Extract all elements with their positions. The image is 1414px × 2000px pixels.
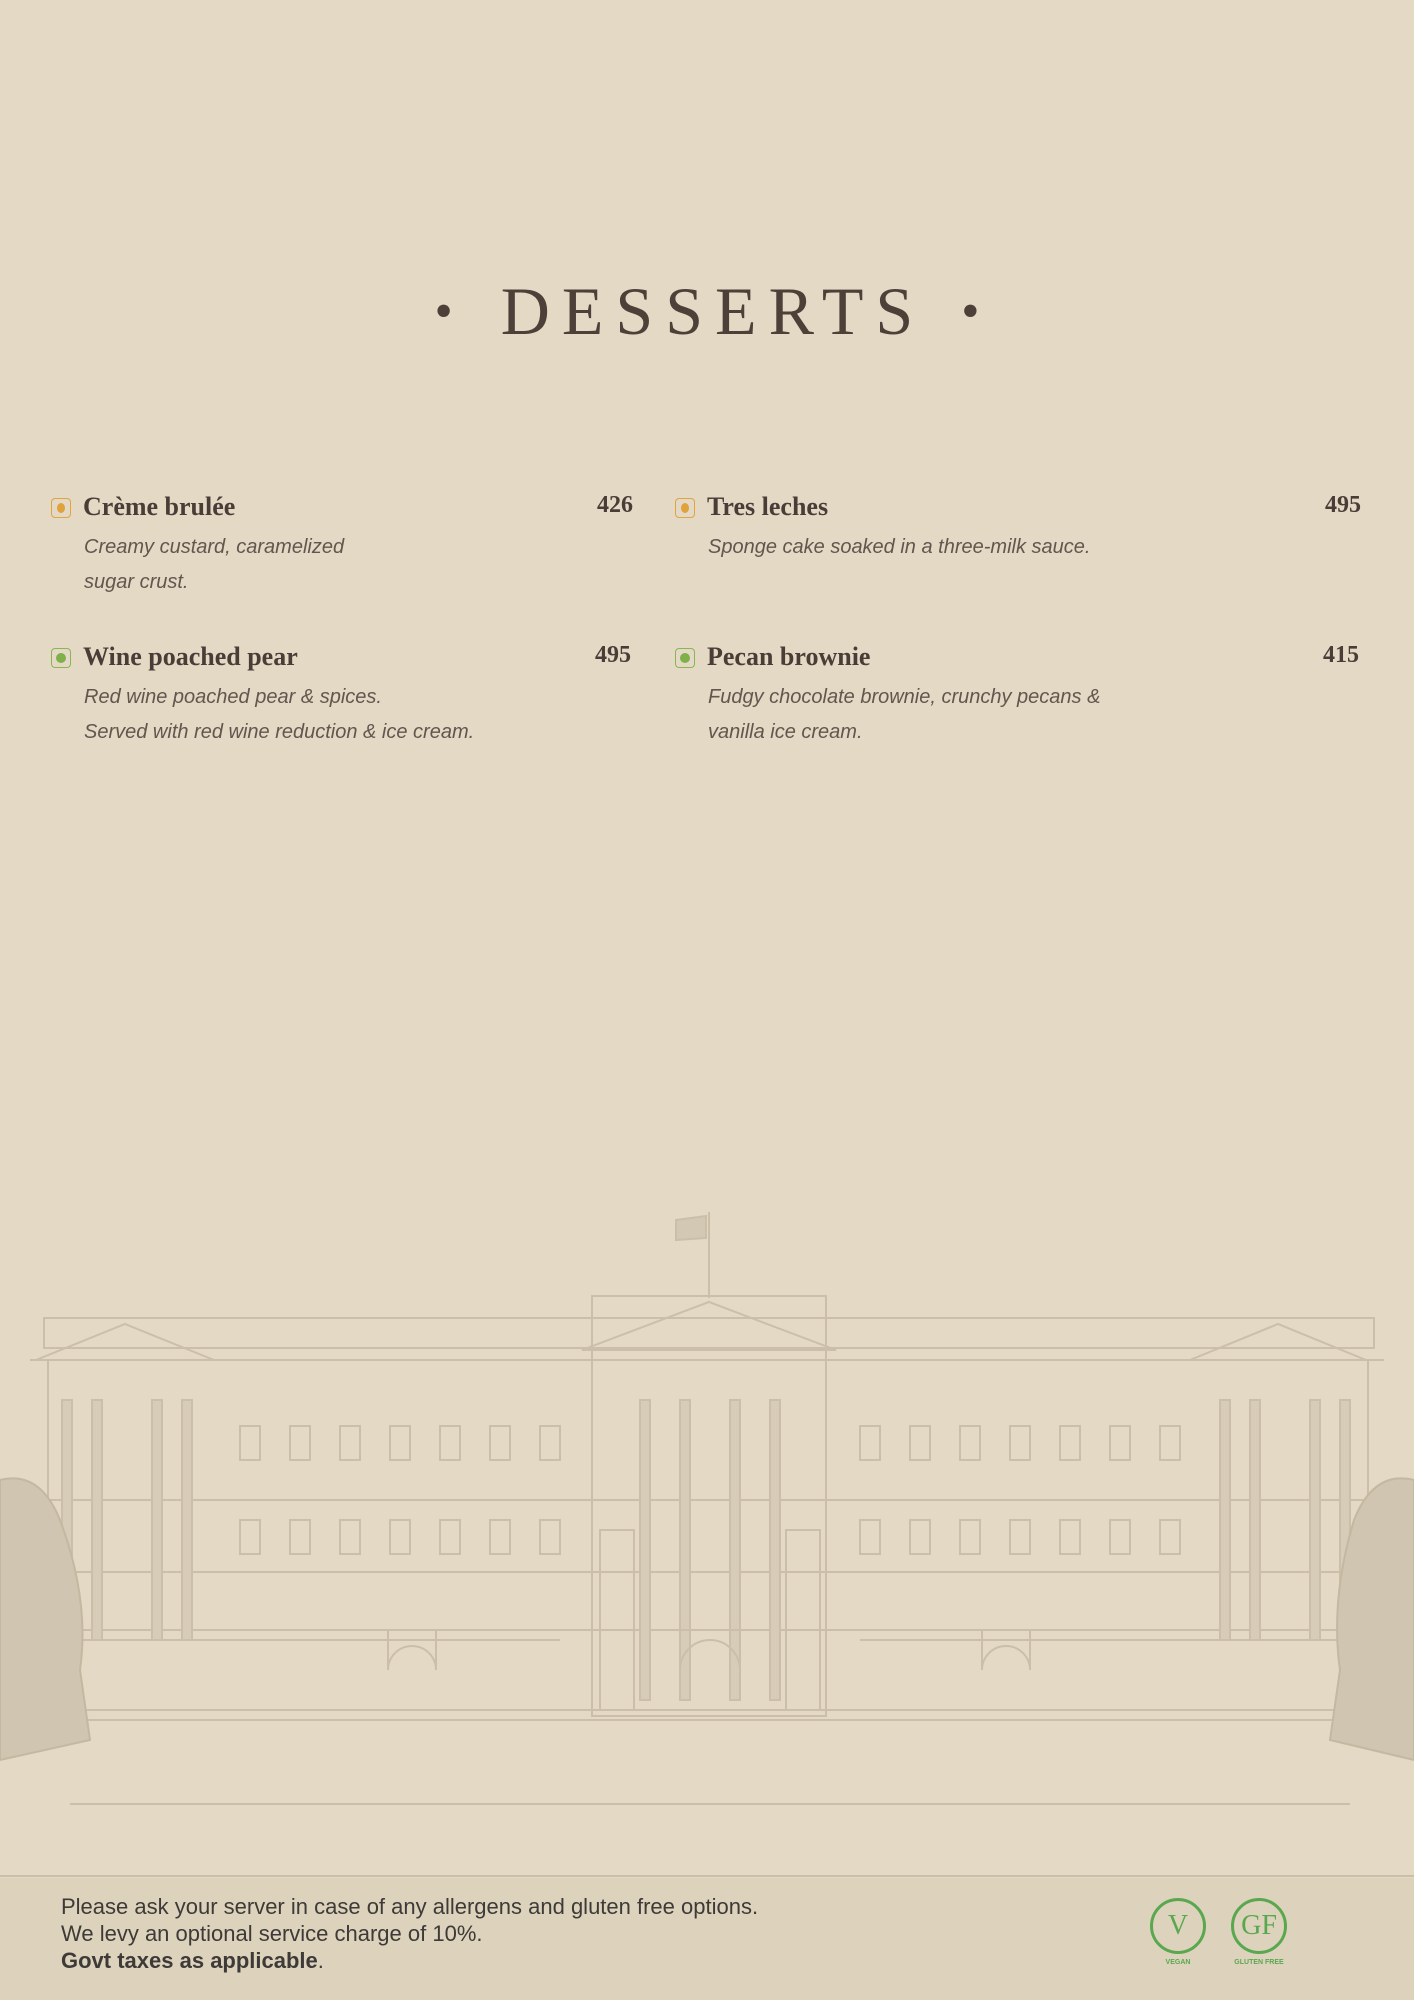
tax-note-text: Govt taxes as applicable bbox=[61, 1948, 318, 1973]
item-name: Wine poached pear bbox=[83, 642, 298, 671]
menu-item-wine-poached-pear bbox=[51, 642, 631, 750]
item-name: Tres leches bbox=[707, 492, 829, 521]
gluten-free-label: GLUTEN FREE bbox=[1234, 1959, 1284, 1966]
item-price: 415 bbox=[1323, 642, 1359, 668]
item-description: Creamy custard, caramelized sugar crust. bbox=[84, 536, 345, 593]
palace-illustration bbox=[0, 1200, 1414, 1880]
allergen-note: Please ask your server in case of any allergens and gluten free options. bbox=[61, 1894, 759, 1919]
veg-marker-icon bbox=[675, 648, 695, 668]
item-price: 426 bbox=[597, 492, 633, 518]
item-name: Crème brulée bbox=[83, 492, 236, 521]
page-title bbox=[0, 272, 1414, 351]
gluten-free-icon: GF bbox=[1231, 1898, 1287, 1954]
veg-marker-icon bbox=[51, 648, 71, 668]
egg-marker-icon bbox=[51, 498, 71, 518]
vegan-icon: V bbox=[1150, 1898, 1206, 1954]
item-description: Red wine poached pear & spices. Served with red wine reduction & ice cream. bbox=[84, 686, 475, 743]
tax-note-period: . bbox=[317, 1948, 324, 1973]
gluten-free-badge bbox=[1227, 1898, 1291, 1966]
footer-notes bbox=[61, 1893, 758, 1974]
footer bbox=[0, 1878, 1414, 2000]
title-bullet-left: • bbox=[434, 283, 453, 340]
menu-item-creme-brulee bbox=[51, 492, 633, 600]
vegan-badge bbox=[1146, 1898, 1210, 1966]
title-text: DESSERTS bbox=[500, 273, 926, 349]
item-price: 495 bbox=[595, 642, 631, 668]
menu-item-tres-leches bbox=[675, 492, 1361, 565]
egg-marker-icon bbox=[675, 498, 695, 518]
title-bullet-right: • bbox=[961, 283, 980, 340]
item-description: Sponge cake soaked in a three-milk sauce. bbox=[708, 536, 1091, 558]
menu-item-pecan-brownie bbox=[675, 642, 1359, 750]
item-name: Pecan brownie bbox=[707, 642, 871, 671]
service-charge-note: We levy an optional service charge of 10%. bbox=[61, 1921, 483, 1946]
tax-note bbox=[61, 1947, 758, 1974]
item-description: Fudgy chocolate brownie, crunchy pecans & vanilla ice cream. bbox=[708, 686, 1101, 743]
vegan-label: VEGAN bbox=[1165, 1959, 1191, 1966]
item-price: 495 bbox=[1325, 492, 1361, 518]
